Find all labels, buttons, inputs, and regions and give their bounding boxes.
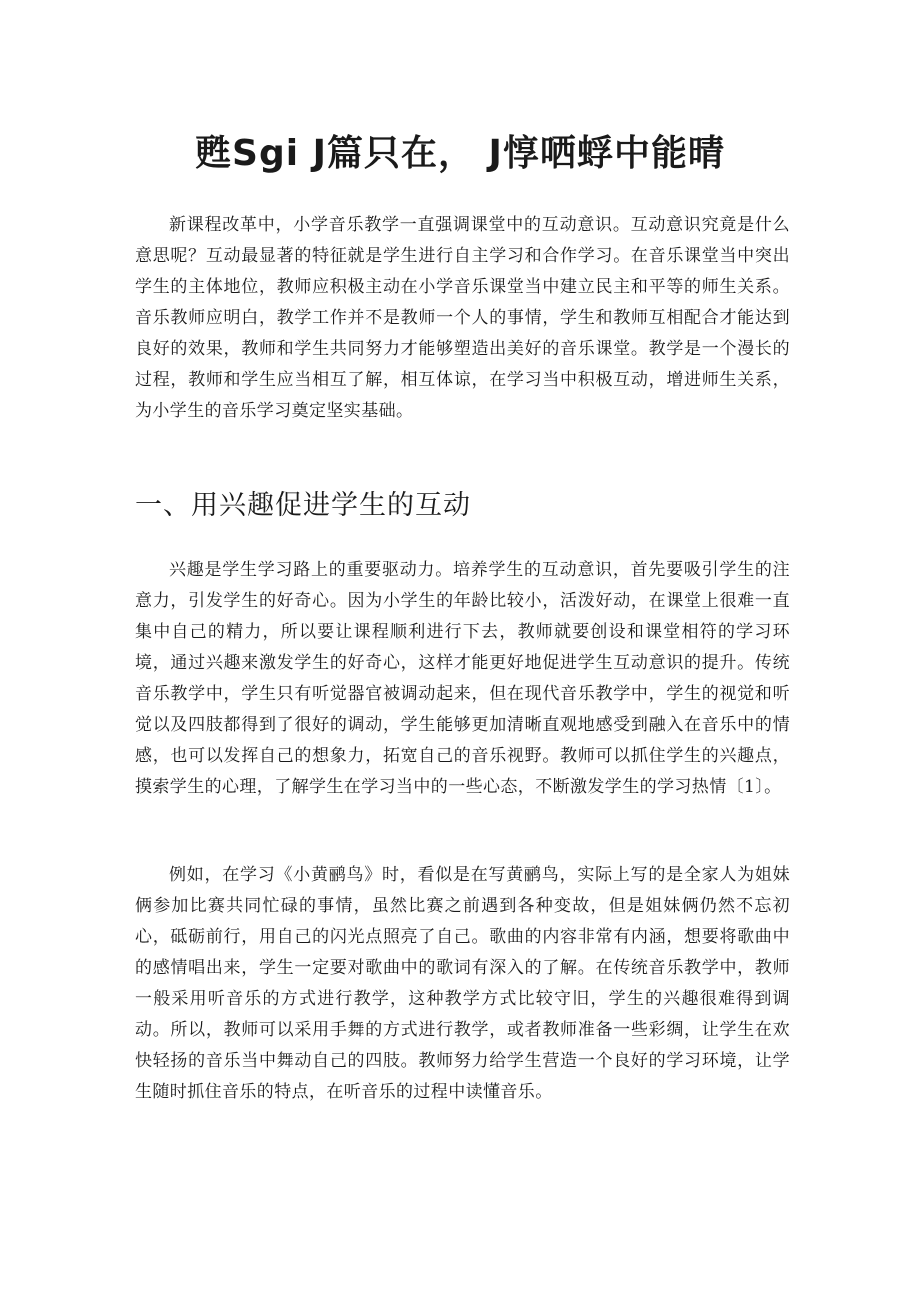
- document-title: 甦Sgi J篇只在， J惇哂蜉中能晴: [195, 133, 725, 174]
- intro-paragraph: 新课程改革中，小学音乐教学一直强调课堂中的互动意识。互动意识究竟是什么意思呢？互动最显著的特征就是学生进行自主学习和合作学习。在音乐课堂当中突出学生的主体地位，教师应积极主动在小学音乐课堂当中建立民主和平等的师生关系。音乐教师应明白，教学工作并不是教师一个人的事情，学生和教师互相配合才能达到良好的效果，教师和学生共同努力才能够塑造出美好的音乐课堂。教学是一个漫长的过程，教师和学生应当相互了解，相互体谅，在学习当中积极互动，增进师生关系，为小学生的音乐学习奠定坚实基础。: [135, 215, 790, 421]
- section-heading: 一、用兴趣促进学生的互动: [135, 490, 471, 521]
- section-paragraph-example: 例如，在学习《小黄鹂鸟》时，看似是在写黄鹂鸟，实际上写的是全家人为姐妹俩参加比赛共同忙碌的事情，虽然比赛之前遇到各种变故，但是姐妹俩仍然不忘初心，砥砺前行，用自己的闪光点照亮了自己。歌曲的内容非常有内涵，想要将歌曲中的感情唱出来，学生一定要对歌曲中的歌词有深入的了解。在传统音乐教学中，教师一般采用听音乐的方式进行教学，这种教学方式比较守旧，学生的兴趣很难得到调动。所以，教师可以采用手舞的方式进行教学，或者教师准备一些彩绸，让学生在欢快轻扬的音乐当中舞动自己的四肢。教师努力给学生营造一个良好的学习环境，让学生随时抓住音乐的特点，在听音乐的过程中读懂音乐。: [135, 865, 790, 1102]
- section-paragraph-interest: 兴趣是学生学习路上的重要驱动力。培养学生的互动意识，首先要吸引学生的注意力，引发学生的好奇心。因为小学生的年龄比较小，活泼好动，在课堂上很难一直集中自己的精力，所以要让课程顺利进行下去，教师就要创设和课堂相符的学习环境，通过兴趣来激发学生的好奇心，这样才能更好地促进学生互动意识的提升。传统音乐教学中，学生只有听觉器官被调动起来，但在现代音乐教学中，学生的视觉和听觉以及四肢都得到了很好的调动，学生能够更加清晰直观地感受到融入在音乐中的情感，也可以发挥自己的想象力，拓宽自己的音乐视野。教师可以抓住学生的兴趣点，摸索学生的心理，了解学生在学习当中的一些心态，不断激发学生的学习热情〔1〕。: [135, 560, 790, 797]
